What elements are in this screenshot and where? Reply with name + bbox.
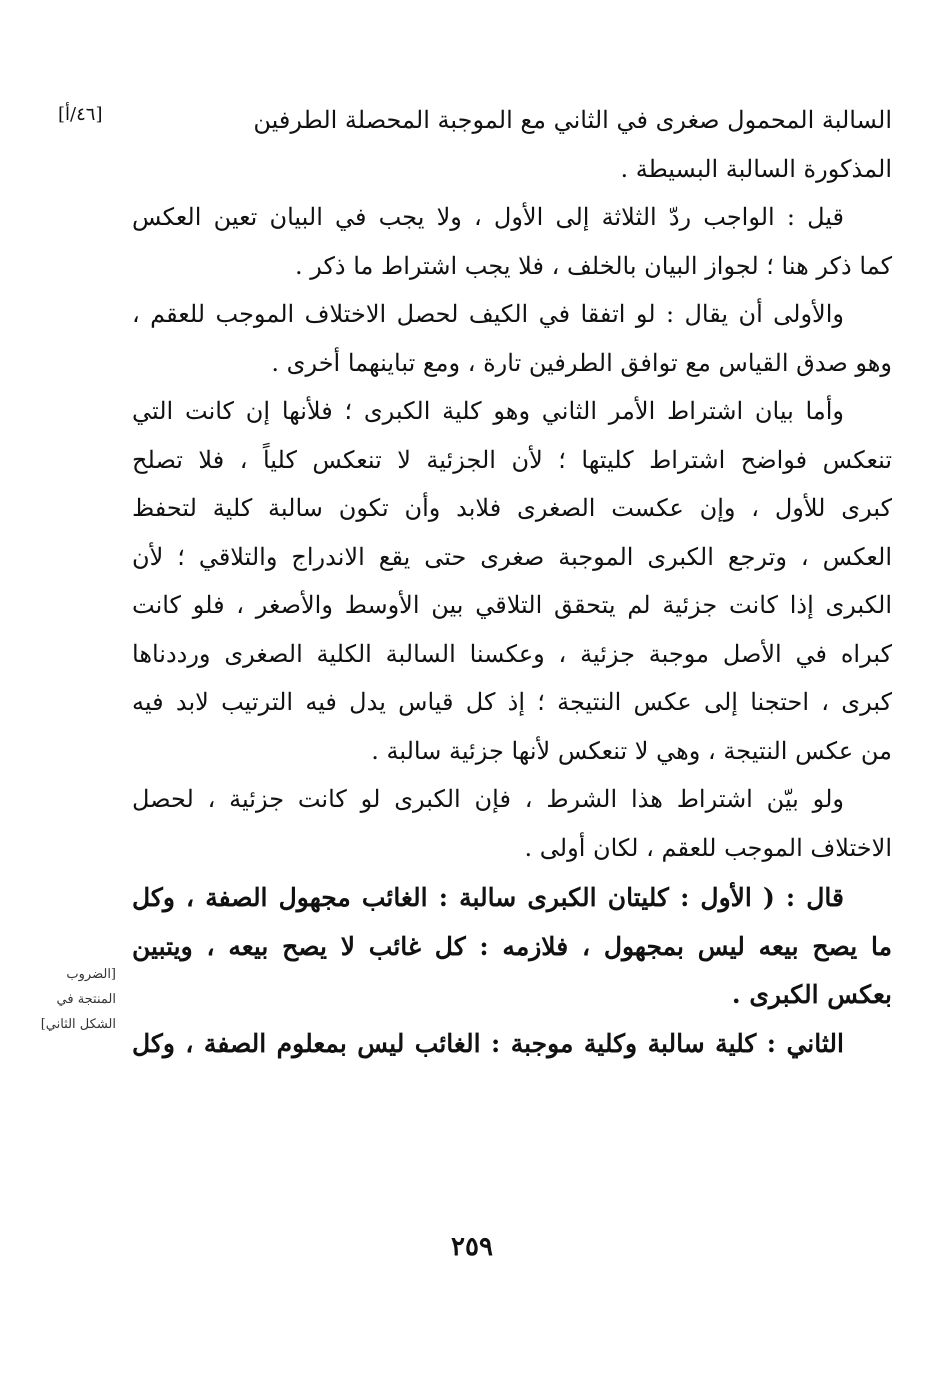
margin-note-line-1: [الضروب [66, 967, 116, 982]
margin-heading-note [14, 962, 116, 1037]
text-line-8: تنعكس فواضح اشتراط كليتها ؛ لأن الجزئية لا تنعكس كلياً ، فلا تصلح [132, 445, 892, 474]
text-line-14: من عكس النتيجة ، وهي لا تنعكس لأنها جزئية سالبة . [371, 736, 892, 765]
text-line-6: وهو صدق القياس مع توافق الطرفين تارة ، ومع تباينهما أخرى . [271, 348, 892, 377]
quote-line-3: بعكس الكبرى . [731, 980, 892, 1009]
text-line-1: السالبة المحمول صغرى في الثاني مع الموجبة المحصلة الطرفين [253, 106, 892, 134]
text-line-15: ولو بيّن اشتراط هذا الشرط ، فإن الكبرى لو كانت جزئية ، لحصل [132, 785, 844, 813]
quote-line-4: الثاني : كلية سالبة وكلية موجبة : الغائب ليس بمعلوم الصفة ، وكل [132, 1028, 844, 1058]
text-line-13: كبرى ، احتجنا إلى عكس النتيجة ؛ إذ كل قياس يدل فيه الترتيب لابد فيه [132, 688, 892, 716]
text-line-3: قيل : الواجب ردّ الثلاثة إلى الأول ، ولا يجب في البيان تعين العكس [132, 203, 844, 231]
text-line-10: العكس ، وترجع الكبرى الموجبة صغرى حتى يقع الاندراج والتلاقي ؛ لأن [132, 542, 892, 571]
main-text [132, 96, 892, 1068]
folio-reference: [٤٦/أ] [58, 104, 103, 125]
text-line-4: كما ذكر هنا ؛ لجواز البيان بالخلف ، فلا يجب اشتراط ما ذكر . [295, 251, 892, 280]
text-line-12: كبراه في الأصل موجبة جزئية ، وعكسنا السالبة الكلية الصغرى ورددناها [132, 639, 892, 668]
text-line-2: المذكورة السالبة البسيطة . [620, 154, 892, 183]
margin-note-line-3: الشكل الثاني] [40, 1017, 116, 1032]
text-line-5: والأولى أن يقال : لو اتفقا في الكيف لحصل الاختلاف الموجب للعقم ، [132, 300, 844, 328]
quote-line-1: قال : ( الأول : كليتان الكبرى سالبة : الغائب مجهول الصفة ، وكل [132, 883, 844, 912]
margin-note-line-2: المنتجة في [56, 992, 116, 1007]
text-line-11: الكبرى إذا كانت جزئية لم يتحقق التلاقي بين الأوسط والأصغر ، فلو كانت [132, 591, 892, 619]
text-line-16: الاختلاف الموجب للعقم ، لكان أولى . [524, 833, 892, 862]
quote-line-2: ما يصح بيعه ليس بمجهول ، فلازمه : كل غائب لا يصح بيعه ، ويتبين [132, 931, 892, 961]
text-line-9: كبرى للأول ، وإن عكست الصغرى فلابد وأن تكون سالبة كلية لتحفظ [132, 494, 892, 522]
page-number: ٢٥٩ [451, 1232, 493, 1262]
text-line-7: وأما بيان اشتراط الأمر الثاني وهو كلية الكبرى ؛ فلأنها إن كانت التي [132, 397, 844, 425]
